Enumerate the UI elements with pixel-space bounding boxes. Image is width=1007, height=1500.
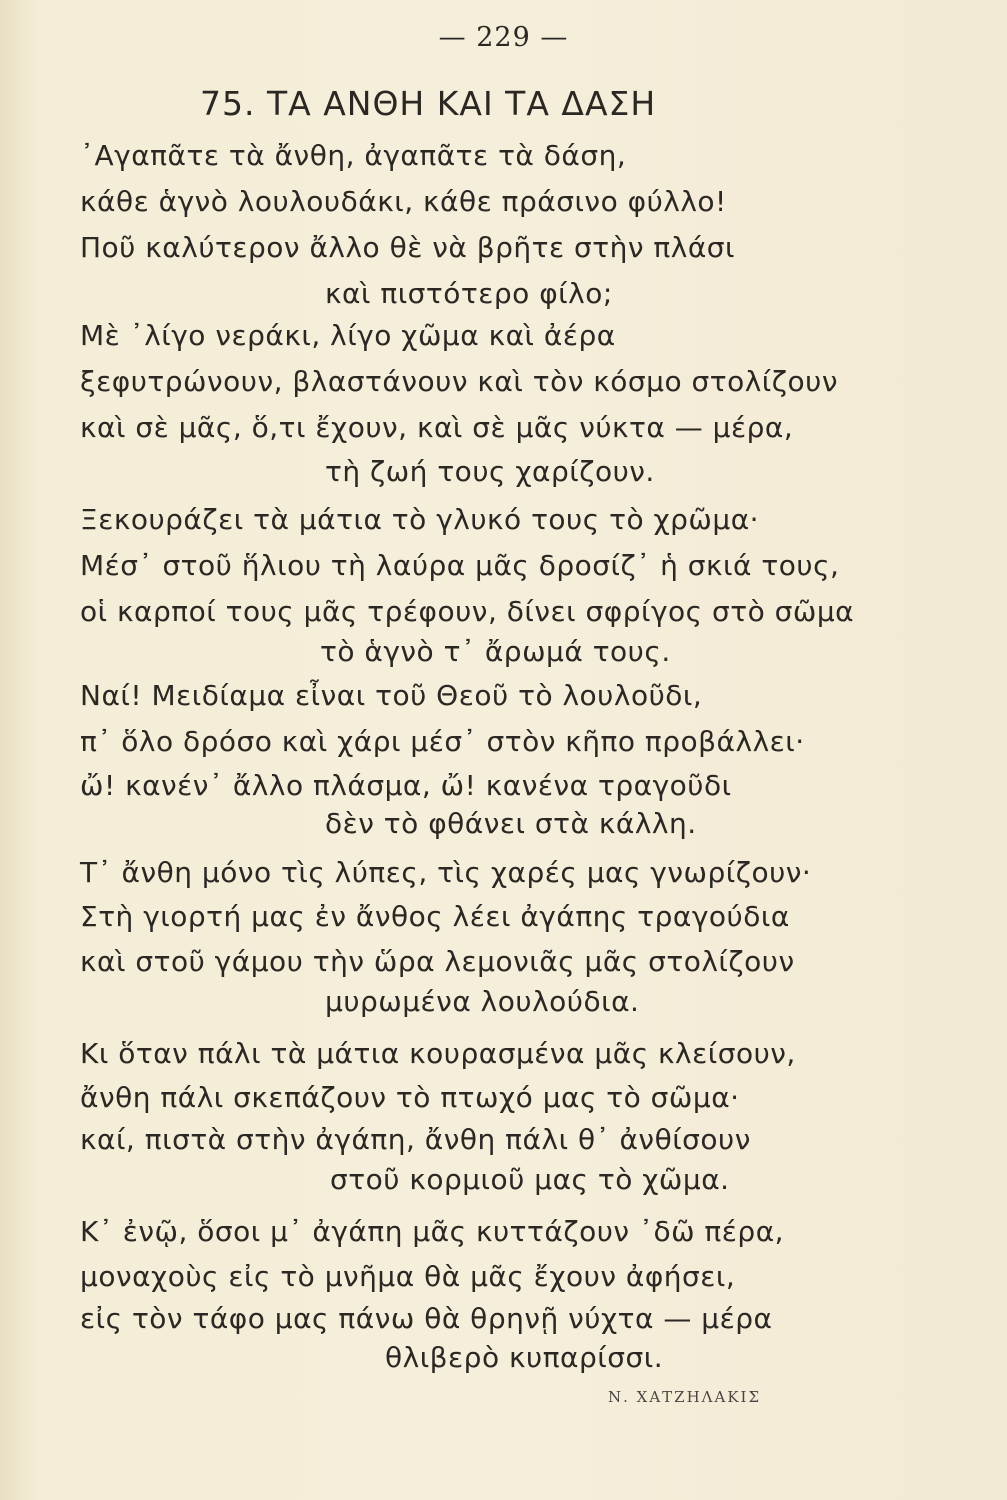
poem-line: ἄνθη πάλι σκεπάζουν τὸ πτωχό μας τὸ σῶμα· (80, 1081, 740, 1114)
poem-line: Ποῦ καλύτερον ἄλλο θὲ νὰ βρῆτε στὴν πλάσι (80, 231, 736, 264)
poem-line: Μὲ ᾿λίγο νεράκι, λίγο χῶμα καὶ ἀέρα (80, 319, 616, 352)
poem-line: Κι ὅταν πάλι τὰ μάτια κουρασμένα μᾶς κλείσουν, (80, 1037, 796, 1070)
poem-line: Κ᾿ ἐνῷ, ὅσοι μ᾿ ἀγάπη μᾶς κυττάζουν ᾿δῶ πέρα, (80, 1215, 785, 1248)
poem-line: μυρωμένα λουλούδια. (325, 985, 640, 1018)
poem-line: ξεφυτρώνουν, βλαστάνουν καὶ τὸν κόσμο στολίζουν (80, 365, 838, 398)
poem-line: οἱ καρποί τους μᾶς τρέφουν, δίνει σφρίγος στὸ σῶμα (80, 595, 855, 628)
poem-line: π᾿ ὅλο δρόσο καὶ χάρι μέσ᾿ στὸν κῆπο προβάλλει· (80, 725, 805, 758)
poem-line: Ξεκουράζει τὰ μάτια τὸ γλυκό τους τὸ χρῶμα· (80, 503, 760, 536)
poem-line: ὤ! κανέν᾿ ἄλλο πλάσμα, ὤ! κανένα τραγοῦδι (80, 769, 732, 802)
poem-line: καὶ σὲ μᾶς, ὅ,τι ἔχουν, καὶ σὲ μᾶς νύκτα — μέρα, (80, 411, 794, 444)
page-number: — 229 — (438, 22, 569, 53)
poem-line: κάθε ἁγνὸ λουλουδάκι, κάθε πράσινο φύλλο! (80, 185, 727, 218)
poem-line: Στὴ γιορτή μας ἐν ἄνθος λέει ἀγάπης τραγούδια (80, 900, 790, 933)
poem-title: 75. ΤΑ ΑΝΘΗ ΚΑΙ ΤΑ ΔΑΣΗ (200, 84, 657, 123)
poem-line: τὸ ἁγνὸ τ᾿ ἄρωμά τους. (320, 635, 671, 668)
poem-line: στοῦ κορμιοῦ μας τὸ χῶμα. (330, 1163, 730, 1196)
poem-line: καὶ πιστότερο φίλο; (325, 277, 613, 310)
poem-line: εἰς τὸν τάφο μας πάνω θὰ θρηνῇ νύχτα — μέρα (80, 1302, 773, 1335)
poem-line: καί, πιστὰ στὴν ἀγάπη, ἄνθη πάλι θ᾿ ἀνθίσουν (80, 1123, 751, 1156)
author-signature: Ν. ΧΑΤΖΗΛΑΚΙΣ (608, 1388, 762, 1406)
poem-line: μοναχοὺς εἰς τὸ μνῆμα θὰ μᾶς ἔχουν ἀφήσει, (80, 1260, 736, 1293)
poem-line: ᾿Αγαπᾶτε τὰ ἄνθη, ἀγαπᾶτε τὰ δάση, (80, 139, 627, 172)
poem-line: θλιβερὸ κυπαρίσσι. (385, 1341, 664, 1374)
poem-line: δὲν τὸ φθάνει στὰ κάλλη. (325, 807, 697, 840)
poem-line: Μέσ᾿ στοῦ ἥλιου τὴ λαύρα μᾶς δροσίζ᾿ ἡ σκιά τους, (80, 549, 840, 582)
poem-line: τὴ ζωή τους χαρίζουν. (325, 455, 655, 488)
poem-line: καὶ στοῦ γάμου τὴν ὥρα λεμονιᾶς μᾶς στολίζουν (80, 945, 795, 978)
poem-line: Ναί! Μειδίαμα εἶναι τοῦ Θεοῦ τὸ λουλοῦδι, (80, 679, 703, 712)
poem-line: Τ᾿ ἄνθη μόνο τὶς λύπες, τὶς χαρές μας γνωρίζουν· (80, 856, 812, 889)
